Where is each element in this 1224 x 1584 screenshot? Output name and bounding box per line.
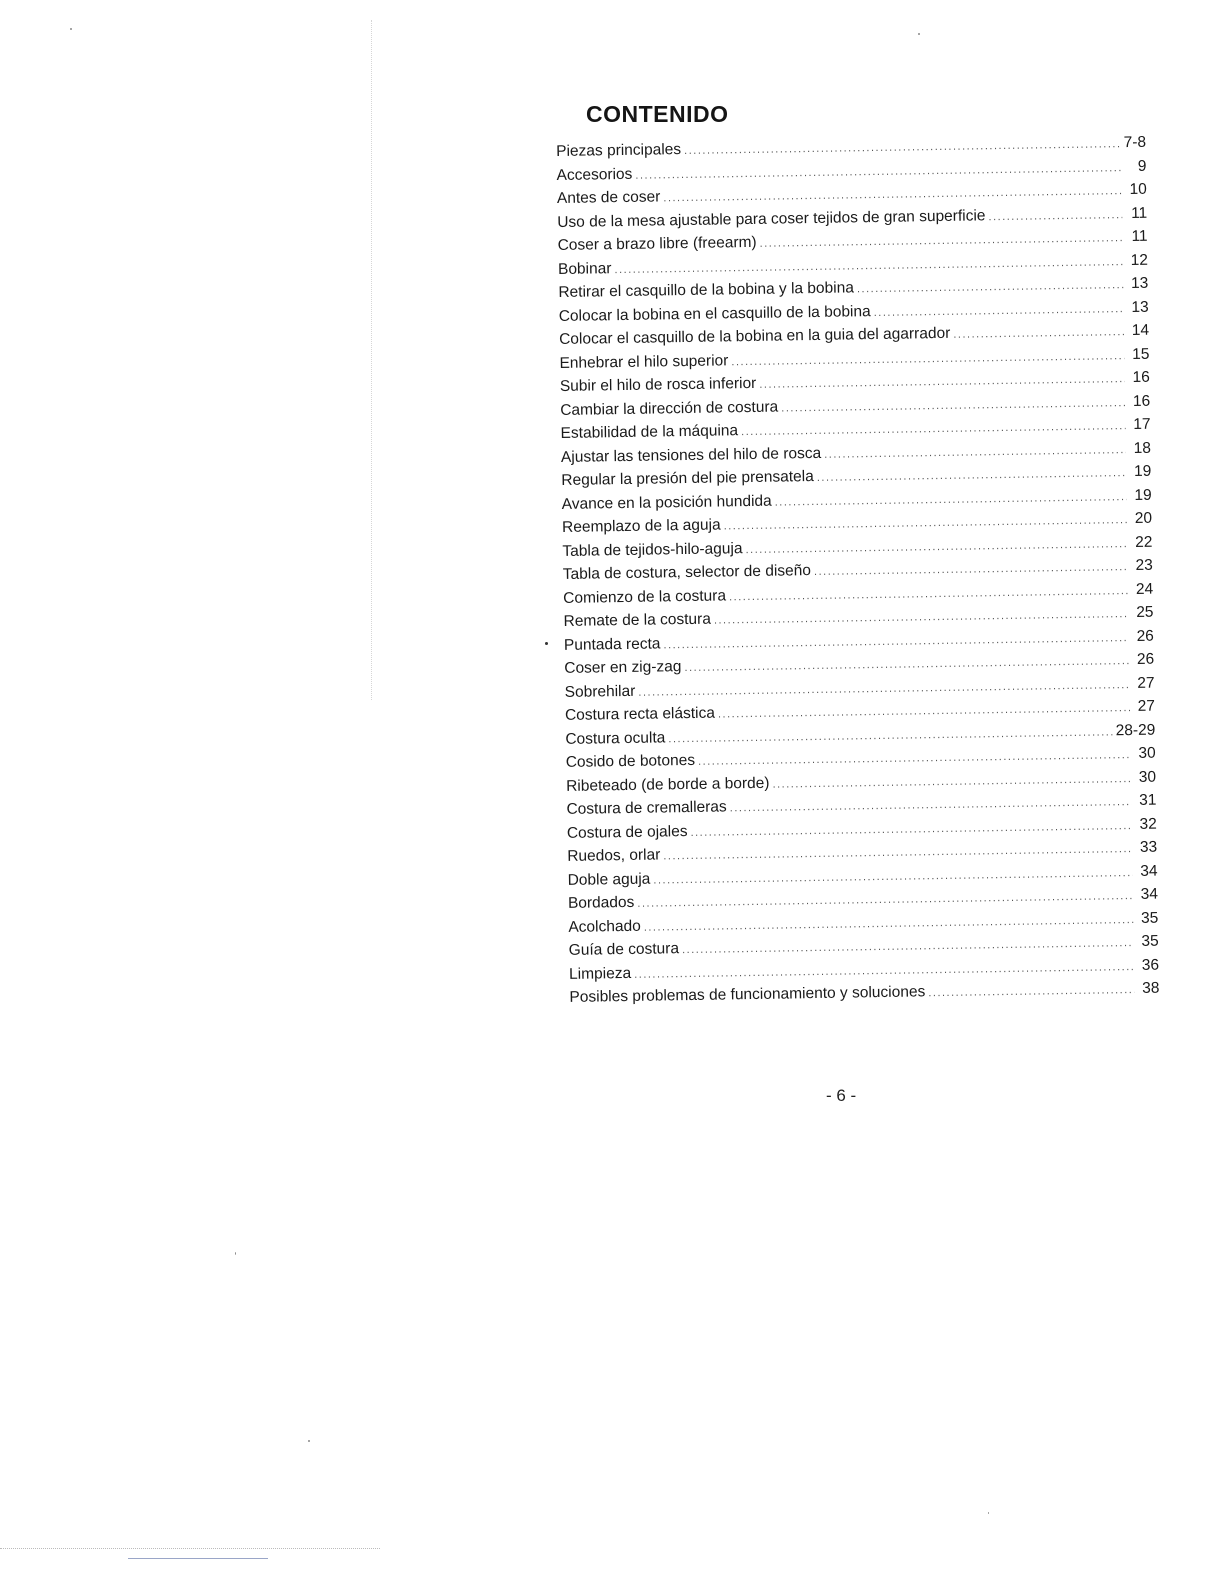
- toc-entry-label: Tabla de costura, selector de diseño: [562, 562, 812, 583]
- toc-entry-label: Ruedos, orlar: [567, 846, 661, 865]
- toc-entry-page: 22: [1135, 533, 1153, 551]
- toc-entry-label: Costura recta elástica: [564, 704, 716, 724]
- toc-entry-page: 18: [1133, 439, 1152, 457]
- toc-entry-label: Regular la presión del pie prensatela: [561, 467, 814, 489]
- scan-speck: [308, 1440, 310, 1442]
- toc-entry-page: 11: [1130, 204, 1148, 222]
- toc-entry-label: Reemplazo de la aguja: [561, 516, 721, 536]
- toc-entry-label: Cosido de botones: [565, 751, 696, 771]
- toc-entry-page: 12: [1130, 251, 1149, 269]
- toc-entry-label: Doble aguja: [567, 870, 651, 889]
- toc-entry-page: 19: [1134, 486, 1152, 504]
- scan-artifact-bottom-line-blue: [128, 1558, 268, 1559]
- toc-dot-leader: [988, 204, 1122, 230]
- toc-entry-label: Posibles problemas de funcionamiento y soluciones: [569, 983, 926, 1006]
- toc-entry-page: 33: [1139, 838, 1158, 856]
- scan-artifact-vertical-line: [371, 20, 373, 700]
- toc-entry-label: Colocar el casquillo de la bobina en la guia del agarrador: [559, 324, 951, 348]
- table-of-contents: [556, 131, 1160, 1010]
- toc-entry-page: 16: [1132, 368, 1150, 386]
- toc-entry-page: 32: [1139, 815, 1157, 833]
- toc-entry-label: Puntada recta: [563, 634, 661, 654]
- toc-entry-label: Limpieza: [568, 964, 632, 983]
- toc-entry-page: 30: [1138, 768, 1157, 786]
- toc-entry-label: Remate de la costura: [563, 610, 712, 630]
- toc-entry-page: 34: [1140, 862, 1158, 880]
- toc-entry-page: 31: [1139, 791, 1157, 809]
- scan-speck: [988, 1512, 989, 1514]
- toc-entry-page: 13: [1130, 274, 1149, 292]
- toc-entry-label: Subir el hilo de rosca inferior: [559, 374, 757, 395]
- toc-entry-label: Sobrehilar: [564, 682, 636, 701]
- toc-entry-page: 20: [1134, 509, 1153, 527]
- toc-entry-page: 27: [1137, 674, 1155, 692]
- page-number: - 6 -: [826, 1086, 857, 1105]
- toc-entry-page: 25: [1136, 603, 1154, 621]
- toc-entry-label: Colocar la bobina en el casquillo de la bobina: [558, 302, 871, 325]
- toc-entry-label: Costura de cremalleras: [566, 798, 727, 818]
- toc-entry-page: 9: [1137, 157, 1147, 175]
- scan-artifact-bottom-line: [0, 1548, 380, 1550]
- toc-entry-label: Comienzo de la costura: [563, 586, 727, 607]
- toc-entry-page: 7-8: [1123, 133, 1147, 152]
- toc-entry-label: Accesorios: [556, 165, 633, 184]
- toc-entry-label: Bobinar: [557, 259, 612, 278]
- toc-entry-page: 26: [1136, 650, 1155, 668]
- toc-entry-page: 16: [1132, 392, 1151, 410]
- toc-entry-label: Avance en la posición hundida: [561, 492, 772, 513]
- scan-speck: [918, 33, 920, 35]
- toc-entry-page: 11: [1131, 227, 1148, 245]
- toc-dot-leader: [928, 979, 1135, 1006]
- toc-entry-label: Costura oculta: [565, 728, 666, 748]
- toc-entry-label: Coser en zig-zag: [564, 658, 682, 677]
- scan-speck: [235, 1252, 236, 1255]
- toc-entry-label: Bordados: [567, 893, 635, 912]
- toc-entry-page: 26: [1136, 627, 1154, 645]
- toc-entry-page: 38: [1142, 979, 1160, 997]
- toc-entry-page: 13: [1131, 298, 1149, 316]
- toc-entry-label: Retirar el casquillo de la bobina y la bobina: [558, 279, 855, 301]
- toc-entry-label: Cambiar la dirección de costura: [560, 398, 779, 419]
- toc-entry-label: Acolchado: [568, 917, 641, 936]
- toc-entry-page: 17: [1133, 415, 1151, 433]
- toc-entry-page: 28-29: [1115, 721, 1156, 739]
- toc-entry-label: Piezas principales: [556, 141, 682, 160]
- toc-dot-leader: [953, 321, 1124, 347]
- toc-entry-label: Guía de costura: [568, 940, 680, 959]
- toc-entry-page: 35: [1140, 909, 1159, 927]
- toc-entry-label: Ajustar las tensiones del hilo de rosca: [560, 444, 822, 466]
- toc-entry-label: Coser a brazo libre (freearm): [557, 233, 757, 254]
- toc-entry-page: 35: [1141, 932, 1159, 950]
- toc-entry-page: 19: [1133, 462, 1152, 480]
- toc-entry-label: Enhebrar el hilo superior: [559, 351, 729, 372]
- document-title: CONTENIDO: [586, 101, 729, 128]
- toc-entry-label: Costura de ojales: [566, 822, 688, 842]
- stray-dot-mark: [545, 642, 548, 645]
- toc-entry-page: 10: [1129, 180, 1147, 198]
- toc-entry-page: 24: [1135, 580, 1154, 598]
- toc-entry-label: Uso de la mesa ajustable para coser tejidos de gran superficie: [557, 206, 986, 231]
- toc-entry-label: Antes de coser: [556, 188, 661, 207]
- toc-entry-page: 27: [1137, 697, 1156, 715]
- toc-entry-page: 14: [1131, 321, 1150, 339]
- toc-entry-label: Estabilidad de la máquina: [560, 422, 739, 442]
- toc-entry-page: 30: [1138, 744, 1156, 762]
- toc-entry-page: 15: [1132, 345, 1150, 363]
- toc-entry-label: Ribeteado (de borde a borde): [566, 774, 770, 795]
- toc-entry-page: 36: [1141, 956, 1160, 974]
- toc-entry-page: 34: [1140, 885, 1159, 903]
- toc-entry-page: 23: [1135, 556, 1153, 574]
- toc-entry-label: Tabla de tejidos-hilo-aguja: [562, 539, 743, 560]
- scan-speck: [70, 28, 72, 30]
